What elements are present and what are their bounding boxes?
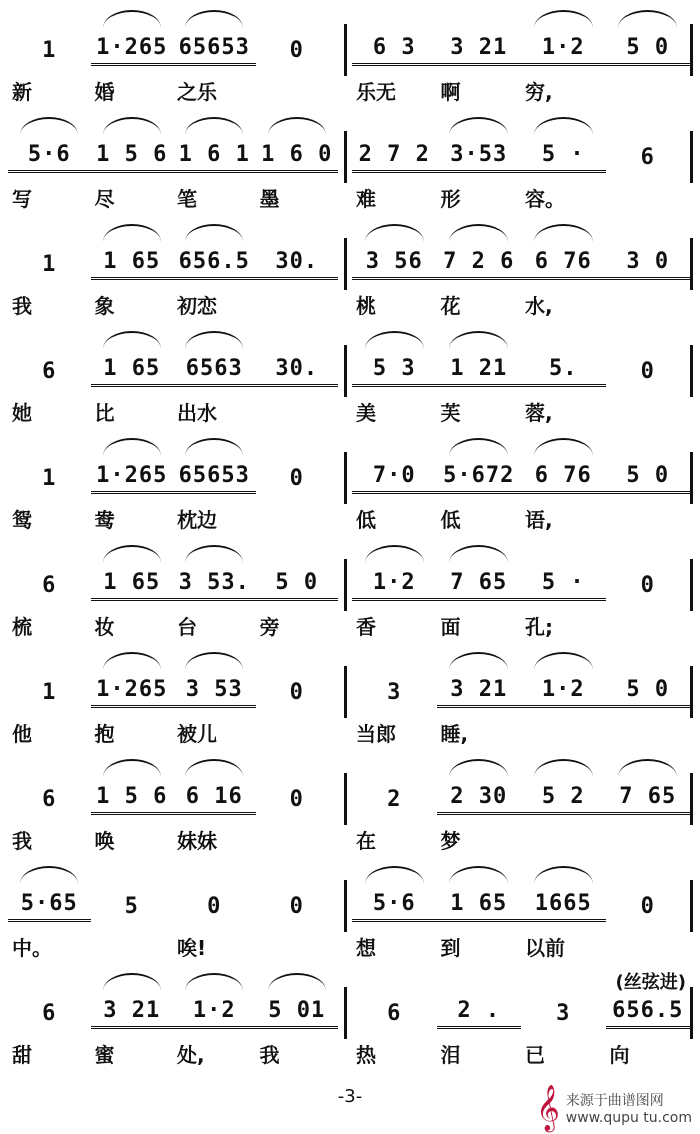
note-group: 1 6 0: [256, 142, 339, 173]
lyric-syllable: 难: [356, 187, 376, 211]
note-group: 5 ·: [521, 142, 606, 173]
slur-mark: [185, 10, 243, 28]
slur-mark: [185, 545, 243, 563]
note-group: 30.: [256, 249, 339, 280]
note-group: 0: [289, 680, 304, 705]
note-group: 5 2: [521, 784, 606, 815]
slur-mark: [103, 759, 161, 777]
note-group: 1 6 1: [173, 142, 256, 173]
score-half-right: [352, 541, 690, 653]
middle-barline: [344, 345, 347, 397]
lyric-syllable: [256, 76, 339, 105]
lyric-syllable: [256, 290, 339, 319]
score-half-left: [8, 969, 338, 1081]
note-group: 5·65: [8, 891, 91, 922]
lyric-syllable: 处,: [177, 1043, 205, 1067]
slur-mark: [449, 866, 508, 884]
note-group: 5 0: [256, 570, 339, 601]
score-line: [0, 6, 700, 118]
lyric-syllable: 我: [12, 294, 32, 318]
page-number: -3-: [337, 1086, 363, 1107]
slur-mark: [618, 759, 677, 777]
lyric-syllable: 水,: [525, 294, 553, 318]
end-barline: [690, 131, 693, 183]
lyric-syllable: 美: [356, 401, 376, 425]
lyric-syllable: [256, 932, 339, 961]
lyric-syllable: 旁: [259, 615, 280, 639]
note-group: 0: [289, 38, 304, 63]
treble-clef-icon: 𝄞: [536, 1085, 560, 1131]
middle-barline: [344, 559, 347, 611]
lyric-syllable: 泪: [440, 1043, 461, 1067]
slur-mark: [20, 117, 78, 135]
note-group: 3 21: [91, 998, 174, 1029]
lyric-syllable: 当郎: [356, 722, 396, 746]
lyric-syllable: 已: [525, 1043, 545, 1067]
slur-mark: [534, 117, 593, 135]
note-group: 6: [42, 573, 57, 598]
note-group: 656.5: [606, 998, 691, 1029]
lyric-syllable: 睡,: [440, 722, 469, 746]
lyric-syllable: 啊: [440, 80, 461, 104]
note-group: 1·265: [91, 35, 174, 66]
middle-barline: [344, 666, 347, 718]
lyric-syllable: 在: [356, 829, 376, 853]
lyric-syllable: 芙: [440, 401, 461, 425]
end-barline: [690, 238, 693, 290]
middle-barline: [344, 880, 347, 932]
note-group: 2: [387, 787, 402, 812]
note-group: 1·2: [352, 570, 437, 601]
note-group: 6: [42, 1001, 57, 1026]
lyric-syllable: 乐无: [356, 80, 396, 104]
slur-mark: [103, 973, 161, 991]
lyric-syllable: 以前: [525, 936, 565, 960]
slur-mark: [20, 866, 78, 884]
note-group: 6 76: [521, 463, 606, 494]
note-group: 1·2: [173, 998, 256, 1029]
note-group: 1 5 6: [91, 142, 174, 173]
score-line: [0, 541, 700, 653]
watermark: [536, 1085, 692, 1131]
lyric-syllable: 妆: [94, 615, 115, 639]
note-group: 3 56: [352, 249, 437, 280]
lyric-syllable: 鸯: [94, 508, 115, 532]
slur-mark: [103, 224, 161, 242]
score-half-right: [352, 862, 690, 974]
lyric-syllable: 之乐: [177, 80, 217, 104]
lyric-syllable: [256, 397, 339, 426]
lyric-syllable: 低: [356, 508, 376, 532]
lyric-syllable: [521, 718, 606, 747]
note-group: 0: [640, 894, 655, 919]
note-group: 3 21: [437, 677, 522, 708]
note-group: 6: [640, 145, 655, 170]
lyric-syllable: 唤: [94, 829, 115, 853]
note-group: 1 65: [91, 356, 174, 387]
lyric-syllable: 语,: [525, 508, 553, 532]
note-group: 7 2 6: [437, 249, 522, 280]
note-group: 3: [387, 680, 402, 705]
lyric-syllable: [606, 718, 691, 747]
lyric-syllable: [606, 183, 691, 212]
end-barline: [690, 666, 693, 718]
middle-barline: [344, 24, 347, 76]
note-group: 5 3: [352, 356, 437, 387]
note-group: 1 65: [91, 570, 174, 601]
note-group: 5·672: [437, 463, 522, 494]
lyric-syllable: [606, 397, 691, 426]
note-group: 3 21: [437, 35, 522, 66]
note-group: 1: [42, 680, 57, 705]
lyric-syllable: 唉!: [177, 936, 207, 960]
score-line: [0, 220, 700, 332]
note-group: 5 ·: [521, 570, 606, 601]
note-group: 5 0: [606, 677, 691, 708]
note-group: 0: [289, 894, 304, 919]
lyric-syllable: [606, 76, 691, 105]
note-group: 3 0: [606, 249, 691, 280]
slur-mark: [268, 973, 326, 991]
slur-mark: [185, 117, 243, 135]
end-barline: [690, 24, 693, 76]
score-half-left: [8, 220, 338, 332]
slur-mark: [185, 438, 243, 456]
slur-mark: [365, 866, 424, 884]
note-group: 6: [42, 787, 57, 812]
lyric-syllable: 孔;: [525, 615, 553, 639]
lyric-syllable: 想: [356, 936, 376, 960]
score-line: [0, 648, 700, 760]
slur-mark: [103, 652, 161, 670]
strings-cue: (丝弦进): [615, 972, 686, 993]
note-group: 1 21: [437, 356, 522, 387]
score-half-left: [8, 434, 338, 546]
score-half-right: [352, 648, 690, 760]
note-group: 5·6: [352, 891, 437, 922]
lyric-syllable: 中。: [12, 936, 52, 960]
lyric-syllable: 笔: [177, 187, 197, 211]
lyric-syllable: 向: [609, 1043, 630, 1067]
lyric-syllable: 她: [12, 401, 32, 425]
lyric-syllable: [91, 932, 174, 961]
lyric-syllable: 梦: [440, 829, 461, 853]
lyric-syllable: 新: [12, 80, 32, 104]
note-group: 1665: [521, 891, 606, 922]
score-line: [0, 862, 700, 974]
middle-barline: [344, 773, 347, 825]
lyric-syllable: 蓉,: [525, 401, 553, 425]
slur-mark: [449, 652, 508, 670]
lyric-syllable: 比: [94, 401, 115, 425]
slur-mark: [103, 438, 161, 456]
note-group: 7 65: [437, 570, 522, 601]
middle-barline: [344, 131, 347, 183]
slur-mark: [103, 331, 161, 349]
lyric-syllable: 形: [440, 187, 461, 211]
slur-mark: [185, 331, 243, 349]
score-half-left: [8, 113, 338, 225]
note-group: 7·0: [352, 463, 437, 494]
slur-mark: [103, 117, 161, 135]
note-group: 1·2: [521, 35, 606, 66]
score-half-right: [352, 6, 690, 118]
slur-mark: [185, 973, 243, 991]
note-group: 6563: [173, 356, 256, 387]
lyric-syllable: 低: [440, 508, 461, 532]
lyric-syllable: [256, 718, 339, 747]
lyric-syllable: 写: [12, 187, 32, 211]
lyric-syllable: 被儿: [177, 722, 217, 746]
slur-mark: [365, 331, 424, 349]
note-group: 1·265: [91, 463, 174, 494]
middle-barline: [344, 987, 347, 1039]
slur-mark: [449, 438, 508, 456]
note-group: 6 3: [352, 35, 437, 66]
lyric-syllable: [606, 932, 691, 961]
slur-mark: [185, 759, 243, 777]
note-group: 5·6: [8, 142, 91, 173]
lyric-syllable: 容。: [525, 187, 565, 211]
lyric-syllable: 花: [440, 294, 461, 318]
score-line: [0, 969, 700, 1081]
end-barline: [690, 559, 693, 611]
note-group: 3: [556, 1001, 571, 1026]
middle-barline: [344, 452, 347, 504]
slur-mark: [534, 10, 593, 28]
lyric-syllable: 桃: [356, 294, 376, 318]
note-group: 3 53: [173, 677, 256, 708]
score-line: [0, 113, 700, 225]
lyric-syllable: 妹妹: [177, 829, 217, 853]
lyric-syllable: [256, 825, 339, 854]
note-group: 1 65: [91, 249, 174, 280]
note-group: 2 .: [437, 998, 522, 1029]
note-group: 1: [42, 38, 57, 63]
slur-mark: [103, 10, 161, 28]
lyric-syllable: 穷,: [525, 80, 553, 104]
watermark-site: www.qupu tu.com: [565, 1110, 692, 1126]
note-group: 5 01: [256, 998, 339, 1029]
note-group: 656.5: [173, 249, 256, 280]
score-half-right: [352, 434, 690, 546]
note-group: 5.: [521, 356, 606, 387]
lyric-syllable: 热: [356, 1043, 376, 1067]
lyric-syllable: [521, 825, 606, 854]
slur-mark: [268, 117, 326, 135]
note-group: 2 7 2: [352, 142, 437, 173]
note-group: 0: [289, 787, 304, 812]
score-half-right: [352, 755, 690, 867]
end-barline: [690, 880, 693, 932]
note-group: 0: [289, 466, 304, 491]
slur-mark: [534, 652, 593, 670]
slur-mark: [534, 224, 593, 242]
lyric-syllable: 墨: [259, 187, 280, 211]
slur-mark: [618, 10, 677, 28]
note-group: 0: [207, 894, 222, 919]
score-half-right: [352, 113, 690, 225]
note-group: 6 16: [173, 784, 256, 815]
slur-mark: [185, 224, 243, 242]
score-line: [0, 327, 700, 439]
score-half-left: [8, 6, 338, 118]
note-group: 5: [124, 894, 139, 919]
note-group: 3·53: [437, 142, 522, 173]
lyric-syllable: 我: [259, 1043, 280, 1067]
note-group: 6 76: [521, 249, 606, 280]
lyric-syllable: 台: [177, 615, 197, 639]
lyric-syllable: 婚: [94, 80, 115, 104]
slur-mark: [534, 866, 593, 884]
lyric-syllable: [606, 611, 691, 640]
note-group: 1: [42, 252, 57, 277]
note-group: 1 5 6: [91, 784, 174, 815]
lyric-syllable: 枕边: [177, 508, 217, 532]
middle-barline: [344, 238, 347, 290]
slur-mark: [449, 331, 508, 349]
note-group: 6: [387, 1001, 402, 1026]
note-group: 65653: [173, 463, 256, 494]
lyric-syllable: 香: [356, 615, 376, 639]
slur-mark: [534, 438, 593, 456]
score-half-left: [8, 862, 338, 974]
lyric-syllable: 抱: [94, 722, 115, 746]
end-barline: [690, 452, 693, 504]
lyric-syllable: [606, 825, 691, 854]
slur-mark: [103, 545, 161, 563]
lyric-syllable: 他: [12, 722, 32, 746]
note-group: 0: [640, 573, 655, 598]
slur-mark: [449, 224, 508, 242]
note-group: 2 30: [437, 784, 522, 815]
lyric-syllable: 我: [12, 829, 32, 853]
lyric-syllable: [256, 504, 339, 533]
score-half-right: [352, 327, 690, 439]
note-group: 1: [42, 466, 57, 491]
lyric-syllable: 到: [440, 936, 461, 960]
lyric-syllable: 尽: [94, 187, 115, 211]
lyric-syllable: 鸳: [12, 508, 32, 532]
score-line: [0, 755, 700, 867]
score-half-left: [8, 327, 338, 439]
watermark-name: 来源于曲谱图网: [565, 1093, 664, 1109]
note-group: 5 0: [606, 35, 691, 66]
slur-mark: [449, 117, 508, 135]
note-group: 30.: [256, 356, 339, 387]
score-half-left: [8, 648, 338, 760]
slur-mark: [449, 545, 508, 563]
lyric-syllable: [606, 290, 691, 319]
slur-mark: [449, 759, 508, 777]
slur-mark: [365, 224, 424, 242]
lyric-syllable: 甜: [12, 1043, 32, 1067]
note-group: 0: [640, 359, 655, 384]
lyric-syllable: 梳: [12, 615, 32, 639]
note-group: 3 53.: [173, 570, 256, 601]
note-group: 6: [42, 359, 57, 384]
score-half-right: [352, 220, 690, 332]
slur-mark: [365, 545, 424, 563]
score-half-left: [8, 755, 338, 867]
lyric-syllable: 出水: [177, 401, 217, 425]
end-barline: [690, 773, 693, 825]
score-line: [0, 434, 700, 546]
lyric-syllable: 初恋: [177, 294, 217, 318]
lyric-syllable: 蜜: [94, 1043, 115, 1067]
note-group: 1 65: [437, 891, 522, 922]
score-half-left: [8, 541, 338, 653]
end-barline: [690, 987, 693, 1039]
slur-mark: [185, 652, 243, 670]
lyric-syllable: 面: [440, 615, 461, 639]
note-group: 7 65: [606, 784, 691, 815]
note-group: 65653: [173, 35, 256, 66]
lyric-syllable: [606, 504, 691, 533]
note-group: 1·265: [91, 677, 174, 708]
slur-mark: [534, 759, 593, 777]
note-group: 1·2: [521, 677, 606, 708]
lyric-syllable: 象: [94, 294, 115, 318]
end-barline: [690, 345, 693, 397]
note-group: 5 0: [606, 463, 691, 494]
